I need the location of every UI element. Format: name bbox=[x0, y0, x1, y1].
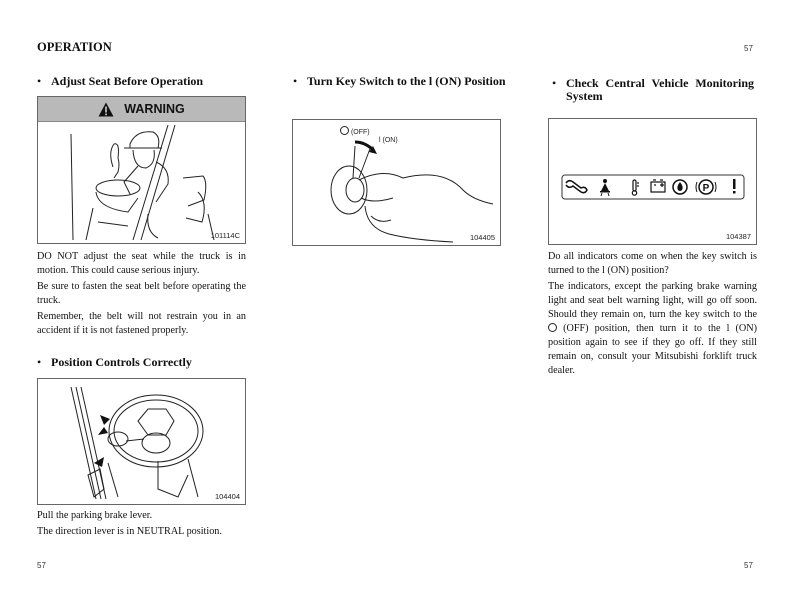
exclamation-icon bbox=[733, 179, 736, 194]
off-label-text: (OFF) bbox=[350, 129, 370, 136]
warning-bar bbox=[38, 97, 245, 122]
bullet: • bbox=[37, 355, 42, 369]
heading-adjust-seat bbox=[37, 75, 257, 88]
key-switch-figure bbox=[292, 119, 501, 246]
off-label bbox=[340, 126, 370, 136]
bullet: • bbox=[552, 76, 557, 90]
paragraph-part: (OFF) position, then turn it to the l (ON) position again to see if they go off. If they still remain on, consult your Mitsubishi forklift truck dealer. bbox=[548, 323, 757, 376]
battery-icon bbox=[651, 180, 665, 192]
paragraph: The direction lever is in NEUTRAL position. bbox=[37, 526, 222, 537]
steering-wheel-illustration bbox=[38, 379, 245, 504]
paragraph-part: The indicators, except the parking brake warning light and seat belt warning light, will go off soon. Should they remain on, turn the key switch to the bbox=[548, 281, 757, 320]
figure-id: 104387 bbox=[725, 232, 751, 241]
heading-position-controls bbox=[37, 356, 257, 369]
seat-warning-text bbox=[37, 250, 246, 340]
seat-belt-icon bbox=[600, 179, 610, 196]
monitoring-panel-illustration bbox=[549, 119, 756, 244]
page-number-left: 57 bbox=[37, 561, 46, 570]
heading-text-line2: System bbox=[566, 89, 603, 103]
parking-brake-icon bbox=[696, 180, 716, 194]
paragraph: DO NOT adjust the seat while the truck is in motion. This could cause serious injury. bbox=[37, 251, 246, 276]
controls-text bbox=[37, 509, 277, 541]
heading-text: Adjust Seat Before Operation bbox=[51, 74, 204, 88]
heading-monitoring bbox=[552, 77, 754, 103]
page-number-right: 57 bbox=[744, 561, 753, 570]
paragraph: Be sure to fasten the seat belt before operating the truck. bbox=[37, 281, 246, 306]
warning-triangle-icon bbox=[98, 102, 114, 117]
operator-seat-illustration bbox=[38, 122, 245, 242]
figure-id: 104404 bbox=[214, 492, 240, 501]
bullet: • bbox=[37, 74, 42, 88]
off-circle-icon bbox=[340, 126, 349, 135]
heading-text: Position Controls Correctly bbox=[51, 355, 192, 369]
page-number-top: 57 bbox=[744, 44, 753, 53]
monitoring-text bbox=[548, 250, 757, 380]
on-label: l (ON) bbox=[379, 137, 398, 144]
oil-pressure-icon bbox=[673, 180, 687, 194]
heading-text: Check Central Vehicle Monitoring bbox=[566, 76, 754, 90]
warning-figure bbox=[37, 96, 246, 244]
monitoring-figure bbox=[548, 118, 757, 245]
controls-figure bbox=[37, 378, 246, 505]
figure-id: 101114C bbox=[210, 231, 240, 240]
paragraph: Remember, the belt will not restrain you in an accident if it is not fastened properly. bbox=[37, 311, 246, 336]
section-title: OPERATION bbox=[37, 40, 112, 54]
wrench-icon bbox=[566, 181, 587, 193]
figure-id: 104405 bbox=[469, 233, 495, 242]
bullet: • bbox=[293, 74, 298, 88]
warning-label: WARNING bbox=[124, 102, 185, 116]
off-circle-icon bbox=[548, 323, 557, 332]
paragraph: Pull the parking brake lever. bbox=[37, 510, 153, 521]
temperature-icon bbox=[632, 180, 639, 195]
paragraph: Do all indicators come on when the key switch is turned to the l (ON) position? bbox=[548, 251, 757, 276]
heading-key-switch bbox=[293, 75, 533, 88]
paragraph bbox=[548, 280, 757, 378]
heading-text: Turn Key Switch to the l (ON) Position bbox=[307, 74, 506, 88]
svg-text:P: P bbox=[702, 183, 710, 194]
